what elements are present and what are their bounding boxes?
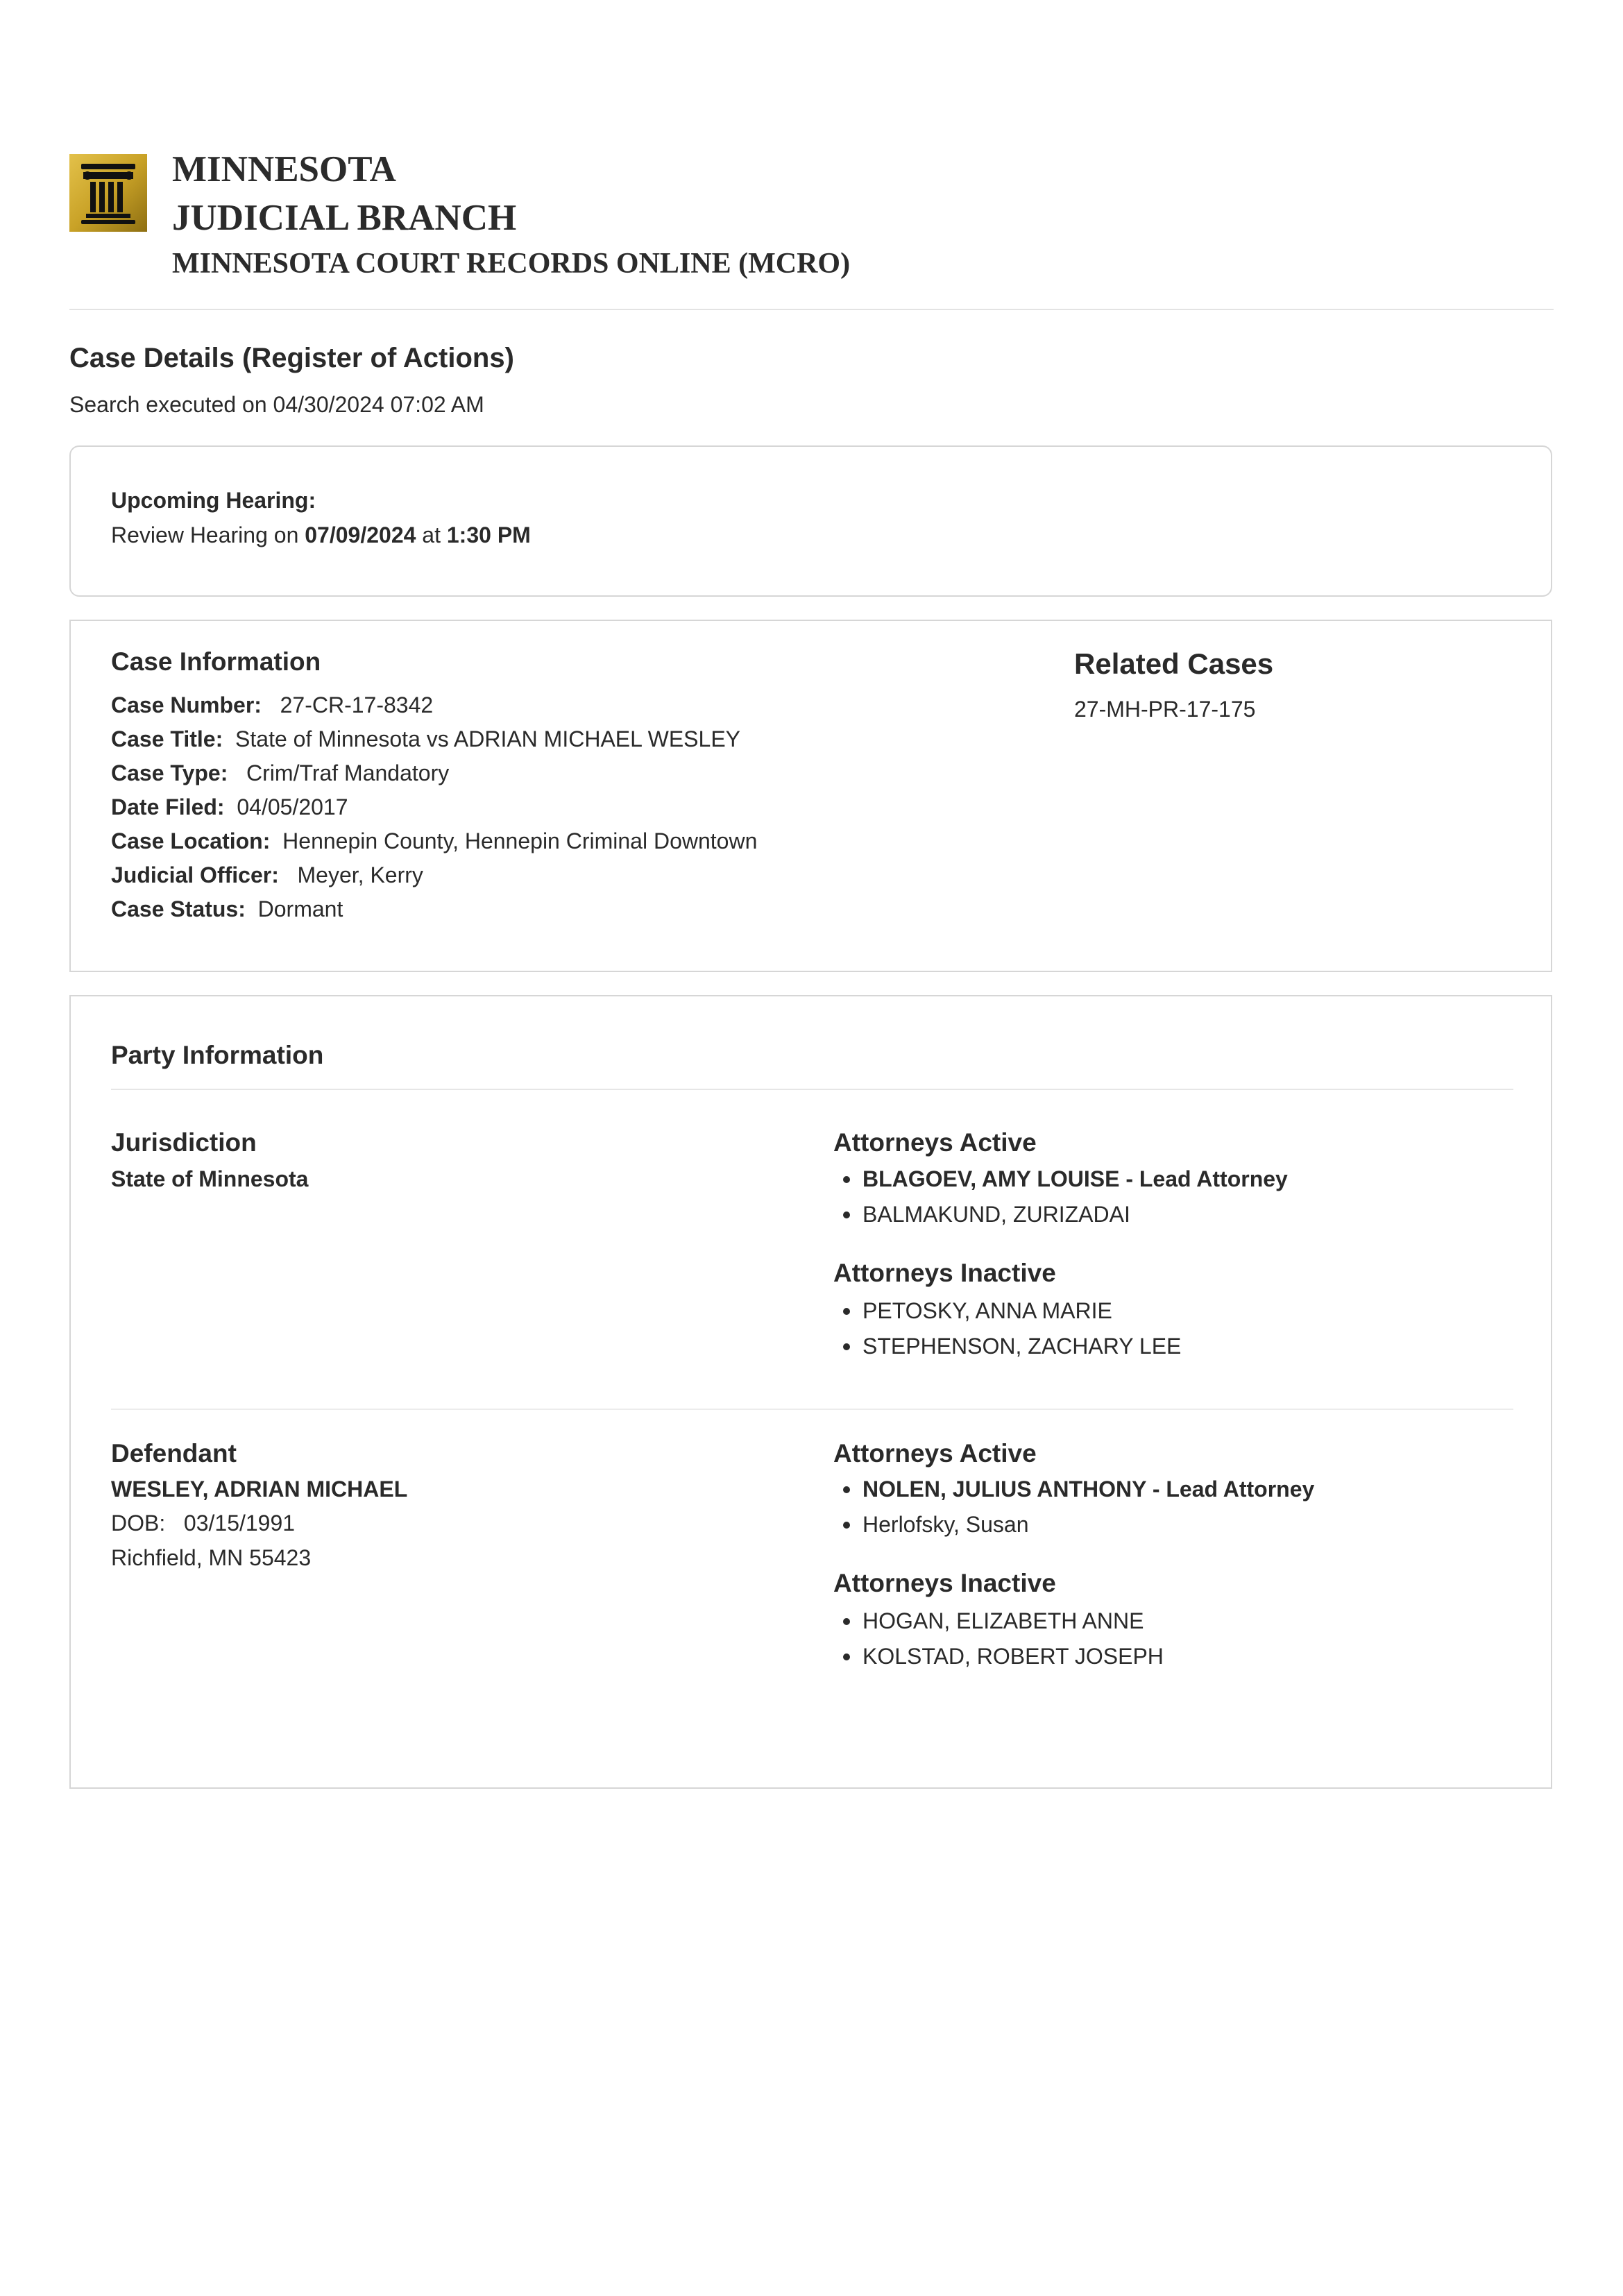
case-title-row [111,728,740,750]
divider [111,1089,1513,1090]
dob-value: 03/15/1991 [183,1511,296,1536]
hearing-type: Review Hearing on [111,522,299,547]
case-title-label: Case Title: [111,726,223,751]
case-number-label: Case Number: [111,692,262,717]
case-number-value: 27-CR-17-8342 [280,692,434,717]
attorney-item: KOLSTAD, ROBERT JOSEPH [833,1645,1164,1681]
case-type-label: Case Type: [111,760,228,785]
defendant-dob [111,1512,295,1534]
related-case-link[interactable]: 27-MH-PR-17-175 [1074,697,1256,722]
page-title: Case Details (Register of Actions) [69,343,514,373]
attorneys-inactive-heading: Attorneys Inactive [833,1569,1056,1597]
attorney-item: STEPHENSON, ZACHARY LEE [833,1335,1181,1370]
upcoming-hearing-detail [111,524,531,546]
divider [111,1409,1513,1410]
date-filed-label: Date Filed: [111,794,225,819]
party-role-defendant: Defendant [111,1439,237,1468]
party-role-jurisdiction: Jurisdiction [111,1128,257,1157]
case-status-row [111,898,343,920]
attorneys-inactive-list [833,1300,1181,1370]
case-status-label: Case Status: [111,896,246,921]
party-information-card [69,995,1552,1789]
hearing-date: 07/09/2024 [305,522,416,547]
case-type-row [111,762,449,784]
case-location-row [111,830,757,852]
date-filed-row [111,796,348,818]
defendant-address: Richfield, MN 55423 [111,1545,312,1570]
courthouse-pillar-icon [69,154,147,232]
party-information-heading: Party Information [111,1041,324,1069]
upcoming-hearing-label: Upcoming Hearing: [111,488,316,513]
site-header [69,144,1554,310]
search-timestamp: Search executed on 04/30/2024 07:02 AM [69,392,484,417]
case-title-value: State of Minnesota vs ADRIAN MICHAEL WESLEY [235,726,740,751]
case-number-row [111,694,433,716]
attorneys-active-heading: Attorneys Active [833,1439,1037,1468]
attorney-item: HOGAN, ELIZABETH ANNE [833,1610,1164,1645]
case-status-value: Dormant [257,896,343,921]
case-information-card [69,620,1552,972]
case-information-heading: Case Information [111,647,321,676]
hearing-time: 1:30 PM [446,522,531,547]
judicial-officer-value: Meyer, Kerry [297,862,423,887]
brand-subtitle: JUDICIAL BRANCH [172,198,517,238]
attorneys-active-list [833,1478,1314,1549]
case-location-value: Hennepin County, Hennepin Criminal Downtown [282,828,758,853]
party-name-jurisdiction: State of Minnesota [111,1166,309,1191]
attorneys-inactive-heading: Attorneys Inactive [833,1259,1056,1287]
brand-name: MINNESOTA [172,149,396,189]
dob-label: DOB: [111,1511,166,1536]
party-name-defendant: WESLEY, ADRIAN MICHAEL [111,1477,408,1502]
site-title: MINNESOTA COURT RECORDS ONLINE (MCRO) [172,248,851,280]
date-filed-value: 04/05/2017 [237,794,348,819]
attorney-item: PETOSKY, ANNA MARIE [833,1300,1181,1335]
attorney-item: BALMAKUND, ZURIZADAI [833,1203,1288,1239]
upcoming-hearing-card [69,445,1552,597]
attorney-item: NOLEN, JULIUS ANTHONY - Lead Attorney [833,1478,1314,1513]
attorney-item: BLAGOEV, AMY LOUISE - Lead Attorney [833,1168,1288,1203]
related-cases-heading: Related Cases [1074,647,1274,680]
attorneys-active-heading: Attorneys Active [833,1128,1037,1157]
case-location-label: Case Location: [111,828,271,853]
attorney-item: Herlofsky, Susan [833,1513,1314,1549]
hearing-at: at [422,522,441,547]
attorneys-active-list [833,1168,1288,1239]
judicial-officer-label: Judicial Officer: [111,862,279,887]
judicial-officer-row [111,864,423,886]
attorneys-inactive-list [833,1610,1164,1681]
case-type-value: Crim/Traf Mandatory [246,760,450,785]
